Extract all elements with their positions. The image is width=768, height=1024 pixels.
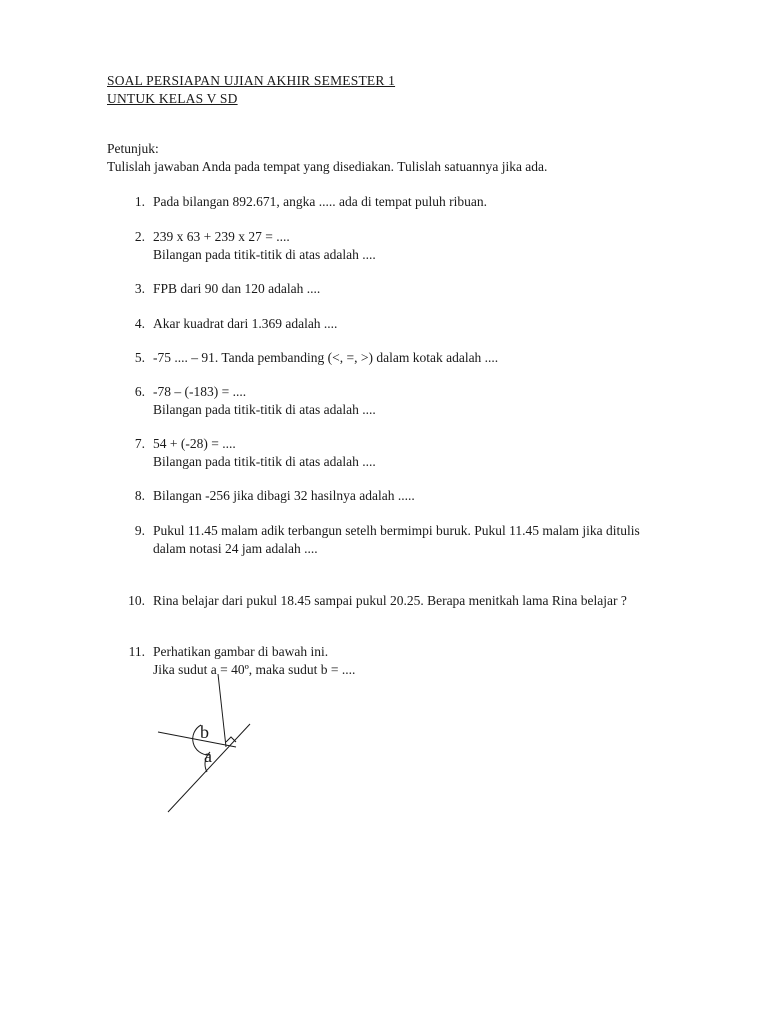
question-text: Pukul 11.45 malam adik terbangun setelh bermimpi buruk. Pukul 11.45 malam jika ditulis — [153, 523, 640, 538]
instructions-text: Tulislah jawaban Anda pada tempat yang disediakan. Tulislah satuannya jika ada. — [107, 159, 548, 174]
question-text: FPB dari 90 dan 120 adalah .... — [153, 281, 321, 296]
question-text: Perhatikan gambar di bawah ini. — [153, 644, 329, 659]
figure-line-long — [168, 724, 250, 812]
question-text: 239 x 63 + 239 x 27 = .... — [153, 229, 290, 244]
question-number: 4. — [134, 316, 145, 331]
figure-line-upper — [218, 674, 226, 747]
question-text: Bilangan pada titik-titik di atas adalah .... — [153, 454, 376, 469]
question-text: 54 + (-28) = .... — [153, 436, 236, 451]
instructions-label: Petunjuk: — [107, 141, 159, 156]
question-text: Pada bilangan 892.671, angka ..... ada di tempat puluh ribuan. — [153, 194, 488, 209]
question-number: 9. — [134, 523, 145, 538]
question-text: Bilangan pada titik-titik di atas adalah .... — [153, 402, 376, 417]
question-number: 2. — [134, 229, 145, 244]
question-number: 8. — [134, 488, 145, 503]
document-title-line-2: UNTUK KELAS V SD — [107, 91, 238, 106]
document-title-line-1: SOAL PERSIAPAN UJIAN AKHIR SEMESTER 1 — [107, 73, 396, 88]
question-number: 1. — [134, 194, 145, 209]
question-text: Rina belajar dari pukul 18.45 sampai pukul 20.25. Berapa menitkah lama Rina belajar ? — [153, 593, 627, 608]
question-text: dalam notasi 24 jam adalah .... — [153, 541, 318, 556]
question-number: 3. — [134, 281, 145, 296]
figure-label-b: b — [200, 722, 209, 742]
question-text: Bilangan -256 jika dibagi 32 hasilnya adalah ..... — [153, 488, 415, 503]
question-number: 5. — [134, 350, 145, 365]
question-text: Jika sudut a = 40º, maka sudut b = .... — [153, 662, 356, 677]
question-number: 10. — [128, 593, 145, 608]
question-text: -78 – (-183) = .... — [153, 384, 247, 399]
angle-figure — [150, 668, 280, 818]
question-text: Bilangan pada titik-titik di atas adalah .... — [153, 247, 376, 262]
question-number: 6. — [134, 384, 145, 399]
question-number: 11. — [128, 644, 145, 659]
question-number: 7. — [134, 436, 145, 451]
question-text: Akar kuadrat dari 1.369 adalah .... — [153, 316, 338, 331]
question-text: -75 .... – 91. Tanda pembanding (<, =, >) dalam kotak adalah .... — [153, 350, 499, 365]
figure-label-a: a — [204, 746, 212, 766]
